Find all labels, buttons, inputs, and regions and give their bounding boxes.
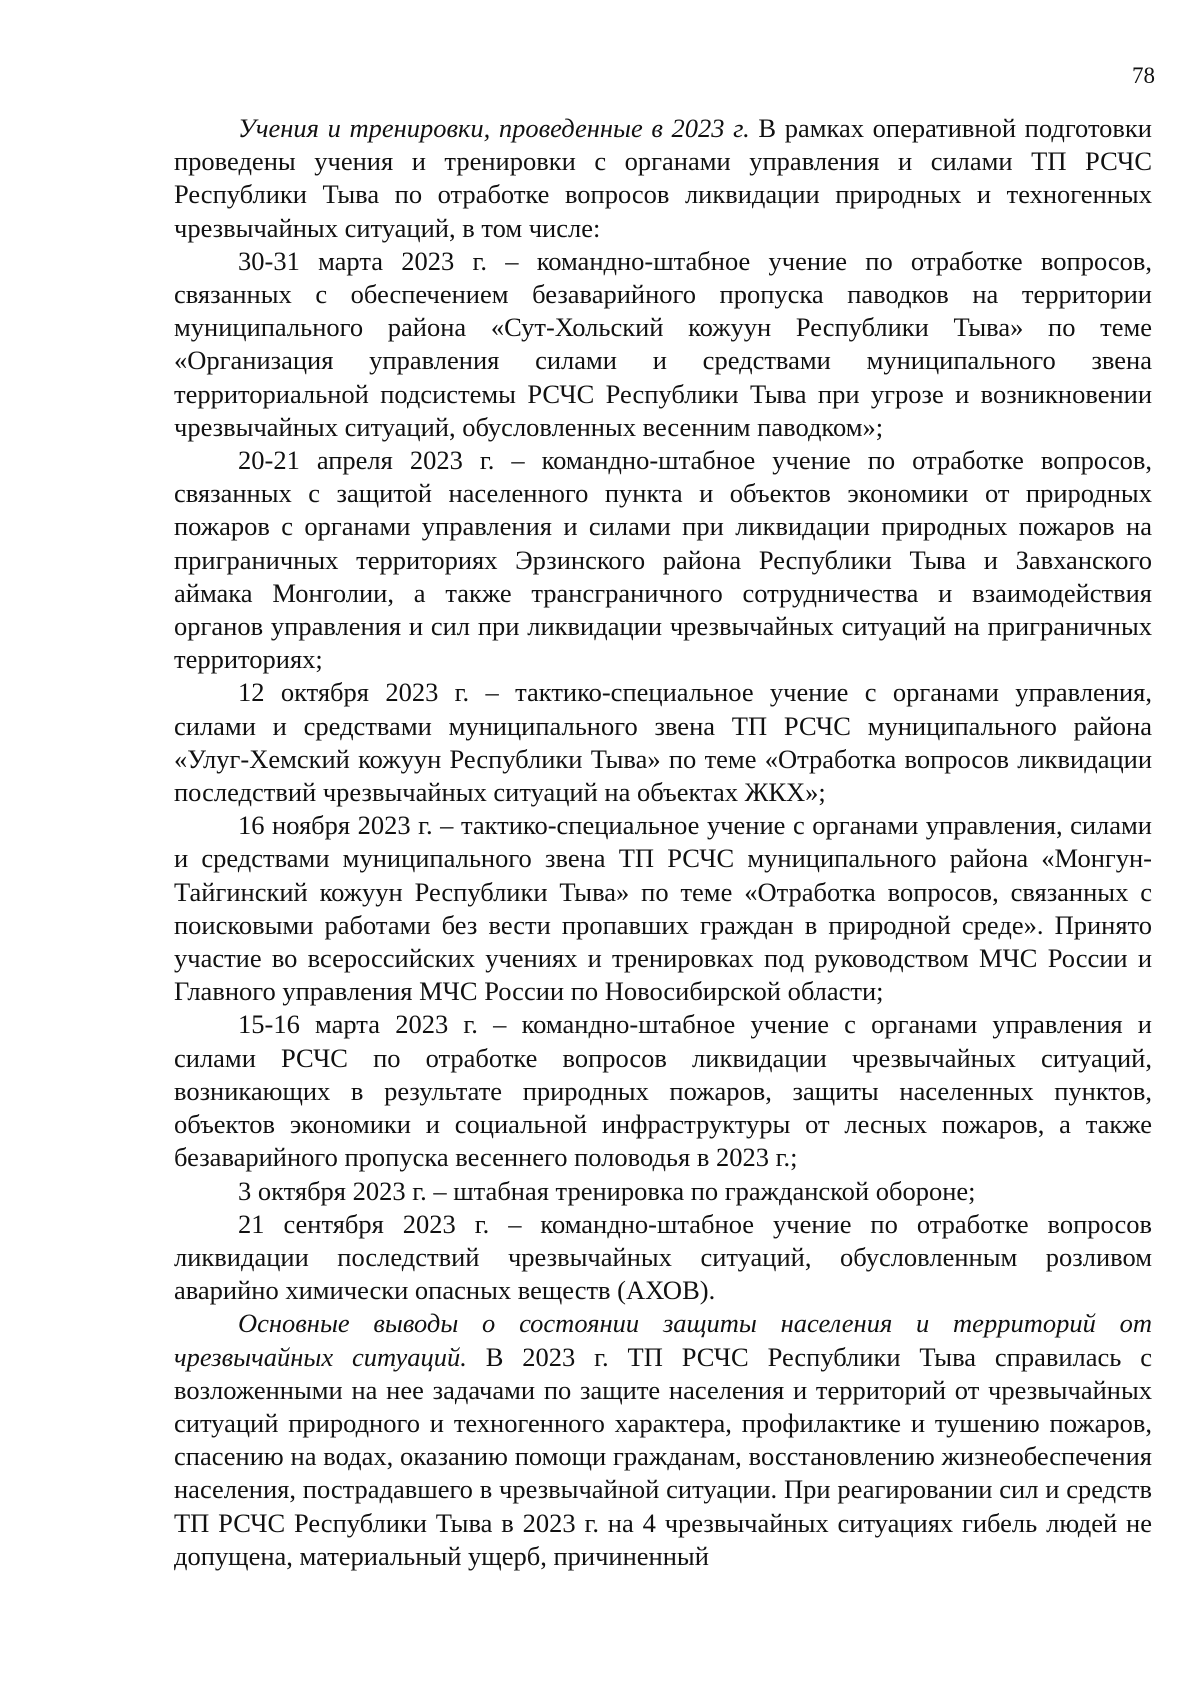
page-number: 78: [1132, 63, 1155, 88]
paragraph-exercise-october-3: [174, 1175, 1152, 1208]
paragraph-exercise-october-12: [174, 676, 1152, 809]
paragraph-text: В рамках оперативной подготовки проведены учения и тренировки с органами управления и силами ТП РСЧС Республики Тыва по отработке вопросов ликвидации природных и техногенных чрезвычайных ситуаций, в том числе:: [174, 113, 1152, 243]
paragraph-text: В 2023 г. ТП РСЧС Республики Тыва справилась с возложенными на нее задачами по защите населения и территорий от чрезвычайных ситуаций природного и техногенного характера, профилактике и тушению пожаров, спасению на водах, оказанию помощи гражданам, восстановлению жизнеобеспечения населения, пострадавшего в чрезвычайной ситуации. При реагировании сил и средств ТП РСЧС Республики Тыва в 2023 г. на 4 чрезвычайных ситуациях гибель людей не допущена, материальный ущерб, причиненный: [174, 1341, 1152, 1571]
paragraph-text: 3 октября 2023 г. – штабная тренировка по гражданской обороне;: [238, 1175, 976, 1206]
paragraph-exercise-march-15: [174, 1008, 1152, 1174]
paragraph-exercises-intro: [174, 112, 1152, 245]
paragraph-exercise-november-16: [174, 809, 1152, 1008]
paragraph-exercise-march-30: [174, 245, 1152, 444]
paragraph-lead-italic: Основные выводы о состоянии защиты населения и территорий от чрезвычайных ситуаций.: [174, 1308, 1152, 1372]
paragraph-main-conclusions: [174, 1307, 1152, 1573]
paragraph-text: 20-21 апреля 2023 г. – командно-штабное учение по отработке вопросов, связанных с защитой населенного пункта и объектов экономики от природных пожаров с органами управления и силами при ликвидации природных пожаров на приграничных территориях Эрзинского района Республики Тыва и Завханского аймака Монголии, а также трансграничного сотрудничества и взаимодействия органов управления и сил при ликвидации чрезвычайных ситуаций на приграничных территориях;: [174, 445, 1152, 675]
paragraph-text: 15-16 марта 2023 г. – командно-штабное учение с органами управления и силами РСЧС по отработке вопросов ликвидации чрезвычайных ситуаций, возникающих в результате природных пожаров, защиты населенных пунктов, объектов экономики и социальной инфраструктуры от лесных пожаров, а также безаварийного пропуска весеннего половодья в 2023 г.;: [174, 1009, 1152, 1173]
paragraph-exercise-september-21: [174, 1208, 1152, 1308]
paragraph-lead-italic: Учения и тренировки, проведенные в 2023 г.: [238, 113, 750, 143]
paragraph-text: 16 ноября 2023 г. – тактико-специальное учение с органами управления, силами и средствами муниципального звена ТП РСЧС муниципального района «Монгун-Тайгинский кожуун Республики Тыва» по теме «Отработка вопросов, связанных с поисковыми работами без вести пропавших граждан в природной среде». Принято участие во всероссийских учениях и тренировках под руководством МЧС России и Главного управления МЧС России по Новосибирской области;: [174, 810, 1152, 1007]
paragraph-text: 12 октября 2023 г. – тактико-специальное учение с органами управления, силами и средствами муниципального звена ТП РСЧС муниципального района «Улуг-Хемский кожуун Республики Тыва» по теме «Отработка вопросов ликвидации последствий чрезвычайных ситуаций на объектах ЖКХ»;: [174, 677, 1152, 808]
body-text: [174, 112, 1152, 1573]
paragraph-text: 30-31 марта 2023 г. – командно-штабное учение по отработке вопросов, связанных с обеспечением безаварийного пропуска паводков на территории муниципального района «Сут-Хольский кожуун Республики Тыва» по теме «Организация управления силами и средствами муниципального звена территориальной подсистемы РСЧС Республики Тыва при угрозе и возникновении чрезвычайных ситуаций, обусловленных весенним паводком»;: [174, 245, 1152, 442]
paragraph-exercise-april-20: [174, 444, 1152, 676]
paragraph-text: 21 сентября 2023 г. – командно-штабное учение по отработке вопросов ликвидации последствий чрезвычайных ситуаций, обусловленным розливом аварийно химически опасных веществ (АХОВ).: [174, 1208, 1152, 1306]
